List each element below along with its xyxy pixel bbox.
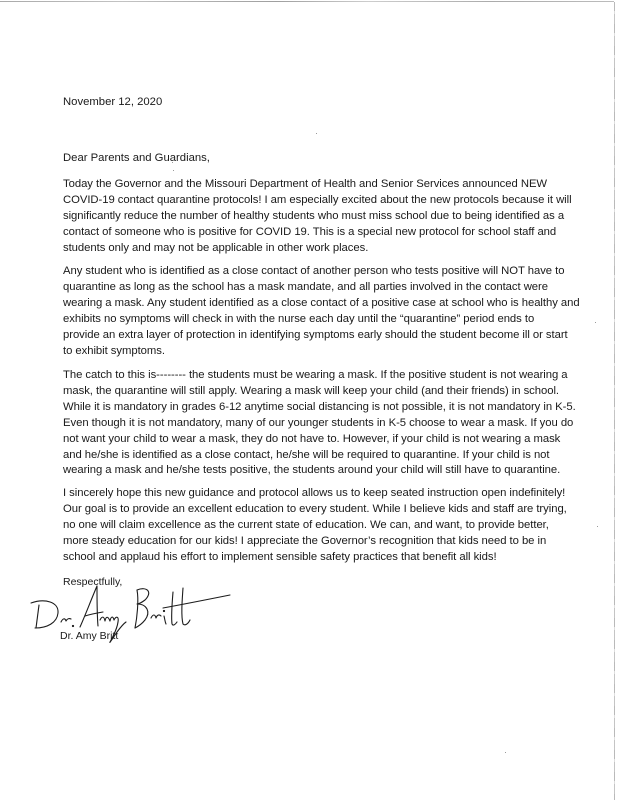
text-line: students only and may not be applicable in other work places. — [63, 241, 369, 254]
text-line: to exhibit symptoms. — [63, 344, 165, 357]
text-line: COVID-19 contact quarantine protocols! I am especially excited about the new protocols because it will — [63, 193, 572, 206]
text-line: mask, the quarantine will still apply. Wearing a mask will keep your child (and their friends) in school. — [63, 384, 560, 397]
salutation: Dear Parents and Guardians, — [63, 152, 210, 164]
text-line: Even though it is not mandatory, many of our younger students in K-5 choose to wear a mask. If you do — [63, 416, 574, 429]
letter-date: November 12, 2020 — [63, 96, 163, 108]
paragraph-closing-hope — [63, 486, 567, 566]
scan-speck — [597, 526, 598, 527]
scan-top-edge — [0, 1, 614, 2]
text-line: wearing a mask and he/she tests positive, the students around your child will still have to quarantine. — [63, 464, 561, 477]
text-line: and he/she is identified as a close contact, he/she will be required to quarantine. If your child is not — [63, 448, 550, 461]
text-line: contact of someone who is positive for COVID 19. This is a special new protocol for school staff and — [63, 225, 557, 238]
text-line: Any student who is identified as a close contact of another person who tests positive will NOT have to — [63, 265, 565, 277]
text-line: quarantine as long as the school has a mask mandate, and all parties involved in the contact were — [63, 280, 548, 293]
scan-right-edge — [614, 2, 615, 800]
signer-name: Dr. Amy Britt — [60, 630, 119, 642]
text-line: Today the Governor and the Missouri Department of Health and Senior Services announced NEW — [63, 178, 548, 190]
handwritten-signature-icon — [25, 580, 245, 650]
scan-speck — [316, 133, 317, 134]
text-line: I sincerely hope this new guidance and protocol allows us to keep seated instruction open indefinitely! — [63, 487, 566, 499]
scan-speck — [505, 752, 506, 753]
text-line: The catch to this is-------- the students must be wearing a mask. If the positive student is not wearing a — [63, 369, 568, 381]
text-line: school and applaud his effort to implement sensible safety practices that benefit all kids! — [63, 550, 497, 563]
scan-speck — [173, 170, 174, 171]
closing: Respectfully, — [63, 576, 123, 588]
text-line: Our goal is to provide an excellent education to every student. While I believe kids and staff are trying, — [63, 502, 567, 515]
text-line: wearing a mask. Any student identified as a close contact of a positive case at school who is healthy and — [63, 296, 580, 309]
paragraph-close-contact — [63, 264, 580, 359]
text-line: While it is mandatory in grades 6-12 anytime social distancing is not possible, it is not mandatory in K-5. — [63, 400, 576, 413]
text-line: more steady education for our kids! I appreciate the Governor’s recognition that kids need to be in — [63, 534, 547, 547]
paragraph-mask-requirement — [63, 368, 576, 479]
scan-speck — [595, 322, 596, 323]
text-line: exhibits no symptoms will check in with the nurse each day until the “quarantine” period ends to — [63, 312, 535, 325]
text-line: not want your child to wear a mask, they do not have to. However, if your child is not wearing a mask — [63, 432, 561, 445]
text-line: no one will claim excellence as the current state of education. We can, and want, to provide better, — [63, 518, 549, 531]
text-line: significantly reduce the number of healthy students who must miss school due to being identified as a — [63, 209, 565, 222]
text-line: provide an extra layer of protection in identifying symptoms early should the student become ill or start — [63, 328, 568, 341]
paragraph-announcement — [63, 177, 572, 257]
